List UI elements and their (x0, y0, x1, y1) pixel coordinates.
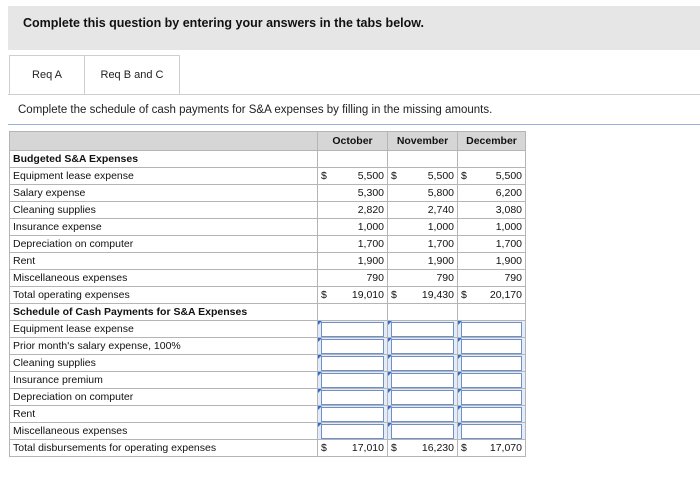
header-row (10, 132, 526, 151)
row-label: Prior month's salary expense, 100% (10, 338, 318, 355)
table-row (10, 321, 526, 338)
december-input-cell (458, 338, 526, 355)
november-input-cell (388, 423, 458, 440)
instructions-divider (8, 124, 700, 125)
october-value (318, 287, 388, 304)
schedule-body (10, 151, 526, 457)
december-value (458, 236, 526, 253)
november-value (388, 168, 458, 185)
empty-cell (458, 304, 526, 321)
december-input-cell (458, 389, 526, 406)
october-value (318, 168, 388, 185)
tab-panel-divider (8, 94, 700, 95)
table-row (10, 406, 526, 423)
october-input-cell (318, 321, 388, 338)
december-value (458, 185, 526, 202)
december-value (458, 168, 526, 185)
cell-value: 20,170 (489, 289, 522, 301)
table-row (10, 202, 526, 219)
cell-value: 1,000 (495, 221, 522, 233)
tab-req-b-and-c[interactable]: Req B and C (84, 55, 180, 95)
cell-value: 790 (436, 272, 454, 284)
table-row (10, 185, 526, 202)
november-total (388, 440, 458, 457)
december-input-cell (458, 372, 526, 389)
december-value (458, 287, 526, 304)
table-row (10, 168, 526, 185)
december-value (458, 270, 526, 287)
row-label: Equipment lease expense (10, 321, 318, 338)
banner-text: Complete this question by entering your answers in the tabs below. (23, 16, 424, 30)
section-heading: Budgeted S&A Expenses (10, 151, 318, 168)
december-input-cell (458, 355, 526, 372)
december-input-cell (458, 406, 526, 423)
october-amount-input[interactable] (321, 424, 384, 439)
table-row (10, 236, 526, 253)
empty-cell (318, 151, 388, 168)
row-label: Total disbursements for operating expenses (10, 440, 318, 457)
december-amount-input[interactable] (461, 390, 522, 405)
november-amount-input[interactable] (391, 322, 454, 337)
row-label: Rent (10, 253, 318, 270)
currency-symbol: $ (461, 289, 467, 301)
cell-value: 1,900 (427, 255, 454, 267)
column-header-october: October (318, 132, 388, 151)
row-label: Miscellaneous expenses (10, 423, 318, 440)
october-input-cell (318, 338, 388, 355)
cell-value: 5,500 (357, 170, 384, 182)
schedule-table (9, 131, 526, 457)
row-label: Rent (10, 406, 318, 423)
empty-cell (318, 304, 388, 321)
cell-value: 790 (504, 272, 522, 284)
currency-symbol: $ (391, 170, 397, 182)
october-input-cell (318, 372, 388, 389)
october-amount-input[interactable] (321, 339, 384, 354)
row-label: Cleaning supplies (10, 202, 318, 219)
currency-symbol: $ (321, 442, 327, 454)
november-value (388, 287, 458, 304)
october-amount-input[interactable] (321, 390, 384, 405)
cell-value: 5,300 (357, 187, 384, 199)
cell-value: 1,700 (357, 238, 384, 250)
table-row (10, 219, 526, 236)
currency-symbol: $ (321, 289, 327, 301)
october-amount-input[interactable] (321, 322, 384, 337)
empty-cell (388, 151, 458, 168)
cell-value: 19,010 (351, 289, 384, 301)
cell-value: 5,800 (427, 187, 454, 199)
october-total (318, 440, 388, 457)
row-label: Insurance expense (10, 219, 318, 236)
budget-heading-row (10, 151, 526, 168)
december-amount-input[interactable] (461, 407, 522, 422)
december-amount-input[interactable] (461, 339, 522, 354)
cell-value: 17,070 (489, 442, 522, 454)
november-value (388, 219, 458, 236)
empty-cell (458, 151, 526, 168)
cell-value: 6,200 (495, 187, 522, 199)
instruction-banner (8, 6, 700, 50)
december-input-cell (458, 321, 526, 338)
cell-value: 790 (366, 272, 384, 284)
november-amount-input[interactable] (391, 339, 454, 354)
october-amount-input[interactable] (321, 356, 384, 371)
november-amount-input[interactable] (391, 356, 454, 371)
october-value (318, 202, 388, 219)
october-input-cell (318, 389, 388, 406)
november-amount-input[interactable] (391, 390, 454, 405)
december-amount-input[interactable] (461, 373, 522, 388)
total-disbursements-row (10, 440, 526, 457)
december-amount-input[interactable] (461, 356, 522, 371)
cash-heading-row (10, 304, 526, 321)
cell-value: 1,900 (495, 255, 522, 267)
tab-req-a[interactable]: Req A (9, 55, 85, 95)
october-value (318, 253, 388, 270)
december-value (458, 202, 526, 219)
november-input-cell (388, 321, 458, 338)
october-input-cell (318, 406, 388, 423)
november-input-cell (388, 389, 458, 406)
december-total (458, 440, 526, 457)
october-amount-input[interactable] (321, 407, 384, 422)
currency-symbol: $ (391, 289, 397, 301)
column-header-november: November (388, 132, 458, 151)
row-label: Miscellaneous expenses (10, 270, 318, 287)
november-input-cell (388, 355, 458, 372)
cell-value: 1,900 (357, 255, 384, 267)
currency-symbol: $ (461, 442, 467, 454)
november-value (388, 253, 458, 270)
december-value (458, 219, 526, 236)
october-value (318, 236, 388, 253)
cell-value: 19,430 (421, 289, 454, 301)
panel-instructions: Complete the schedule of cash payments for S&A expenses by filling in the missing amounts. (18, 104, 493, 116)
october-value (318, 219, 388, 236)
table-row (10, 338, 526, 355)
october-value (318, 270, 388, 287)
row-label: Salary expense (10, 185, 318, 202)
october-input-cell (318, 423, 388, 440)
cell-value: 1,000 (427, 221, 454, 233)
december-amount-input[interactable] (461, 424, 522, 439)
header-blank-cell (10, 132, 318, 151)
october-input-cell (318, 355, 388, 372)
october-value (318, 185, 388, 202)
november-value (388, 185, 458, 202)
november-input-cell (388, 372, 458, 389)
table-row (10, 389, 526, 406)
column-header-december: December (458, 132, 526, 151)
november-amount-input[interactable] (391, 424, 454, 439)
row-label: Total operating expenses (10, 287, 318, 304)
currency-symbol: $ (321, 170, 327, 182)
november-amount-input[interactable] (391, 407, 454, 422)
november-value (388, 270, 458, 287)
november-input-cell (388, 338, 458, 355)
cell-value: 2,820 (357, 204, 384, 216)
cell-value: 1,700 (495, 238, 522, 250)
cell-value: 1,000 (357, 221, 384, 233)
cell-value: 3,080 (495, 204, 522, 216)
row-label: Insurance premium (10, 372, 318, 389)
row-label: Depreciation on computer (10, 389, 318, 406)
table-row (10, 355, 526, 372)
december-value (458, 253, 526, 270)
empty-cell (388, 304, 458, 321)
november-input-cell (388, 406, 458, 423)
table-row (10, 287, 526, 304)
november-value (388, 202, 458, 219)
cell-value: 2,740 (427, 204, 454, 216)
cell-value: 17,010 (351, 442, 384, 454)
october-amount-input[interactable] (321, 373, 384, 388)
row-label: Equipment lease expense (10, 168, 318, 185)
row-label: Cleaning supplies (10, 355, 318, 372)
november-value (388, 236, 458, 253)
table-row (10, 423, 526, 440)
table-row (10, 372, 526, 389)
december-input-cell (458, 423, 526, 440)
november-amount-input[interactable] (391, 373, 454, 388)
row-label: Depreciation on computer (10, 236, 318, 253)
cell-value: 5,500 (427, 170, 454, 182)
section-heading: Schedule of Cash Payments for S&A Expenses (10, 304, 318, 321)
currency-symbol: $ (461, 170, 467, 182)
currency-symbol: $ (391, 442, 397, 454)
cell-value: 5,500 (495, 170, 522, 182)
december-amount-input[interactable] (461, 322, 522, 337)
table-row (10, 253, 526, 270)
cell-value: 16,230 (421, 442, 454, 454)
table-row (10, 270, 526, 287)
cell-value: 1,700 (427, 238, 454, 250)
